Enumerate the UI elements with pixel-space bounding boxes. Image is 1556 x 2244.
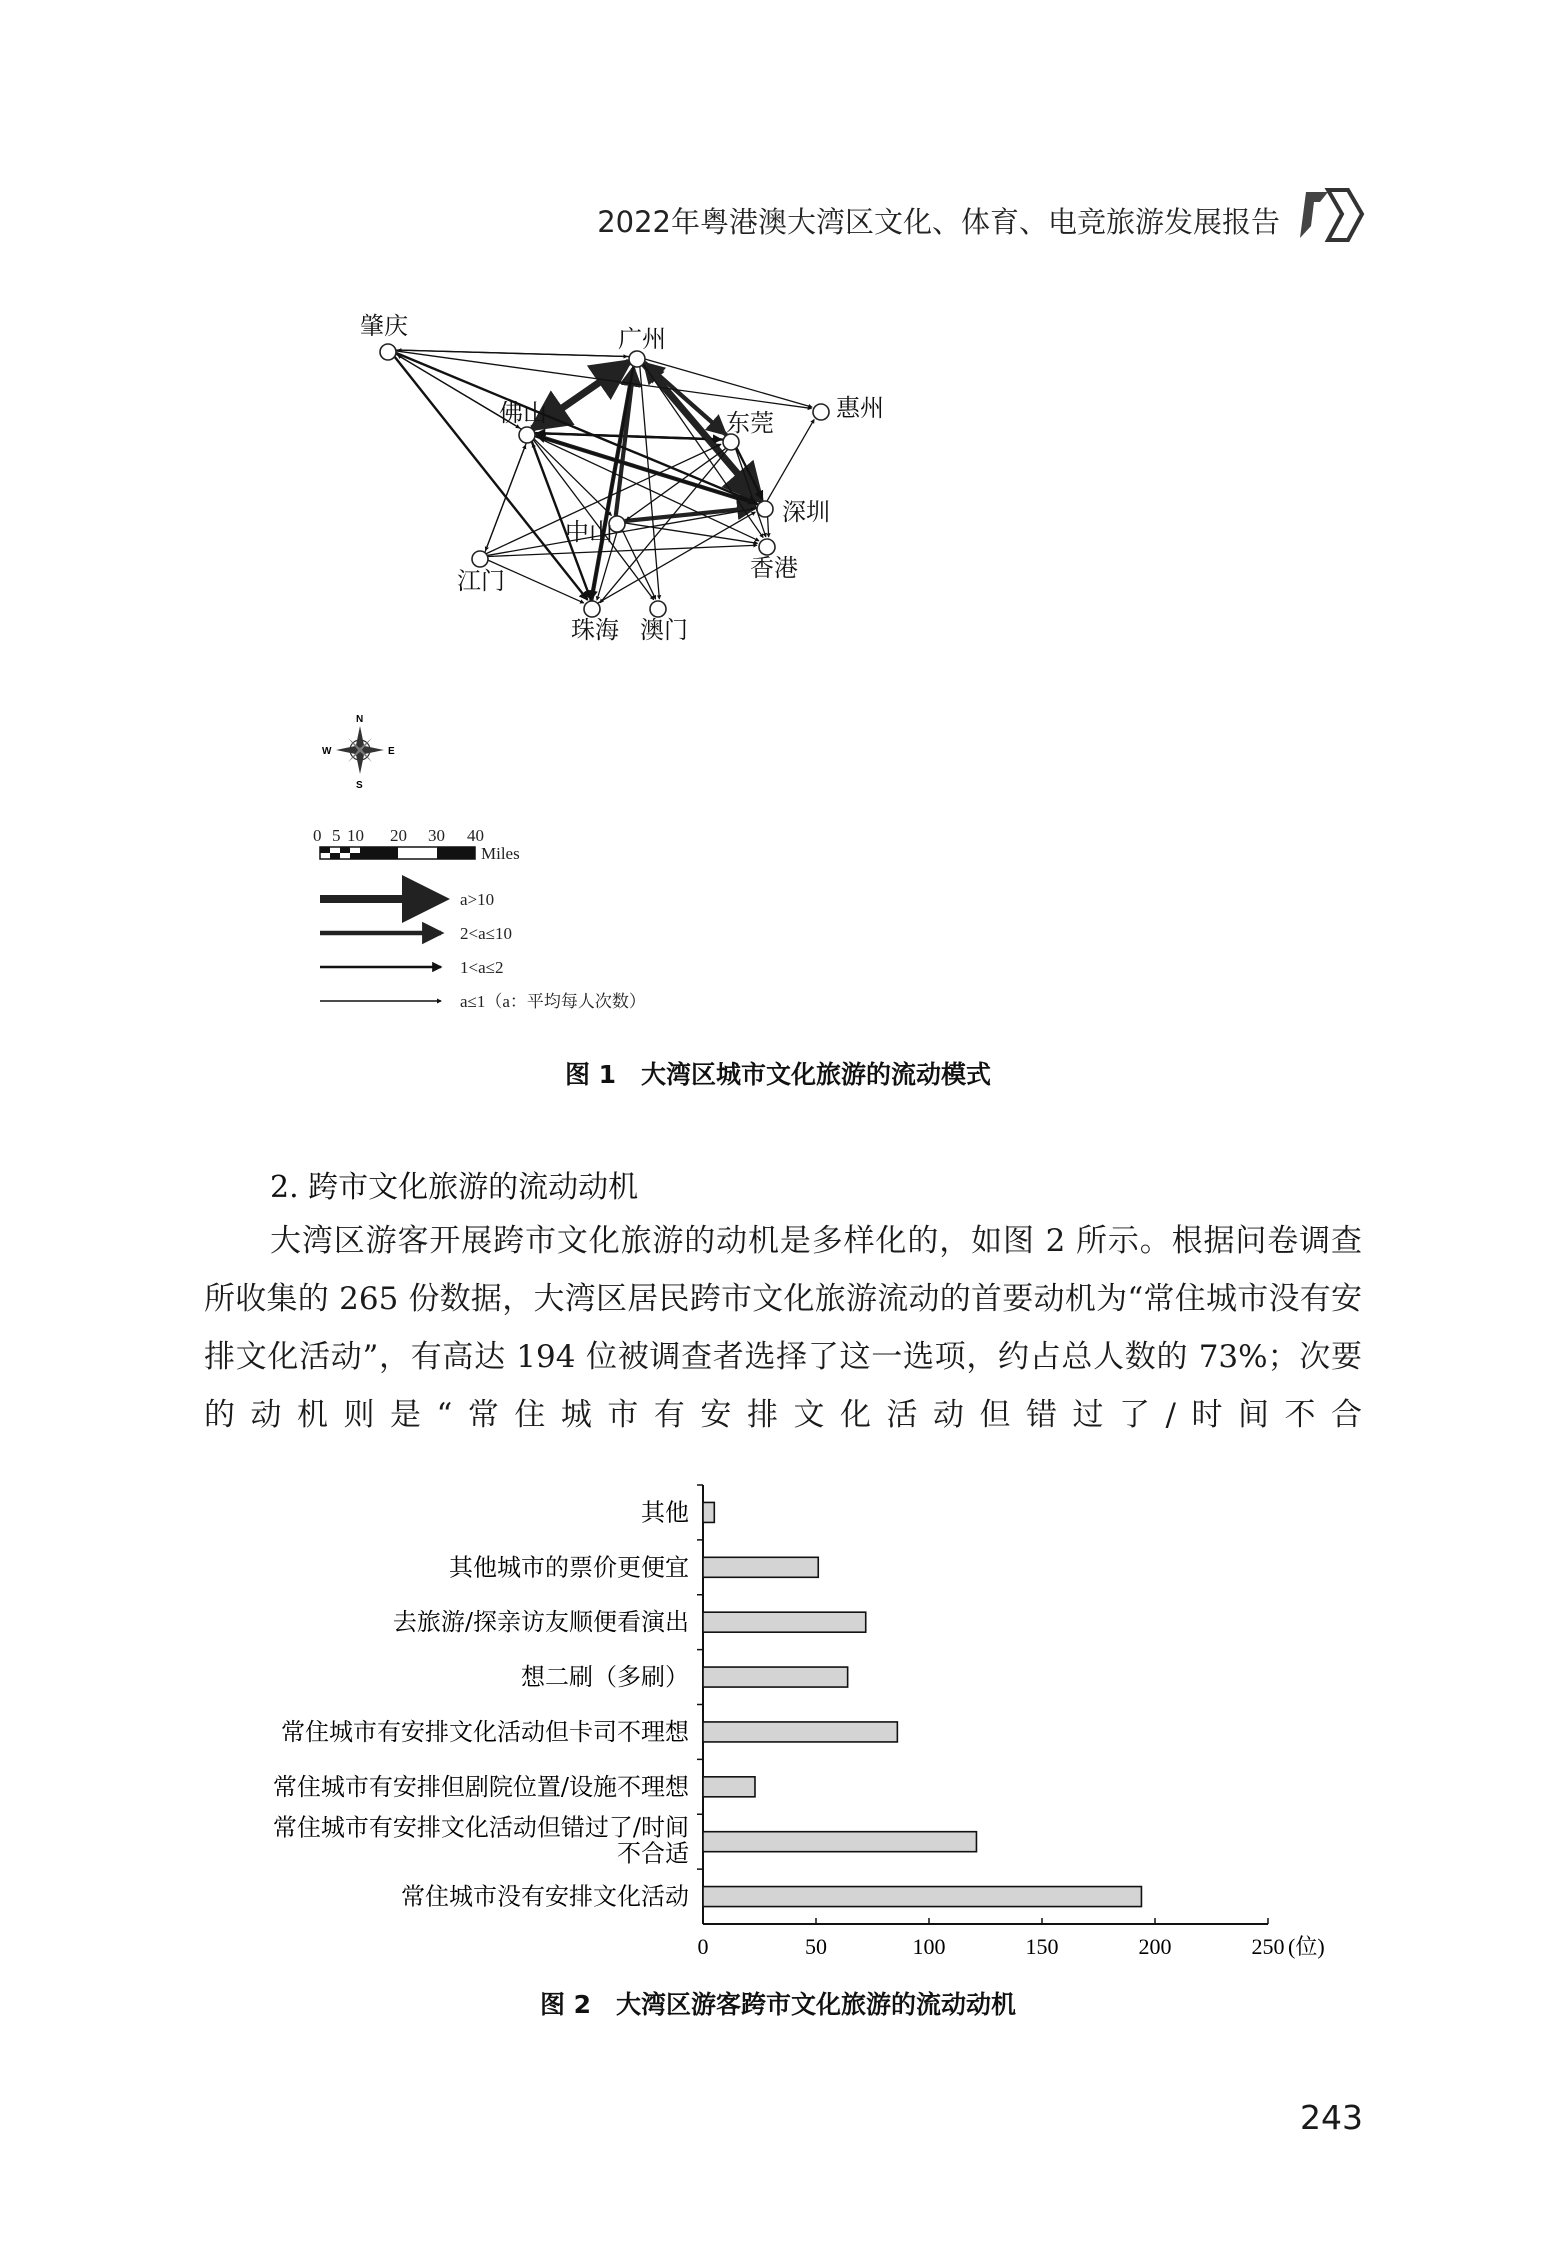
chapter-mark-icon <box>1298 186 1364 244</box>
scale-tick: 10 <box>347 826 364 845</box>
scale-tick: 5 <box>332 826 341 845</box>
flow-arrow-jiangmen-to-shenzhen <box>487 509 754 556</box>
section-heading: 2. 跨市文化旅游的流动动机 <box>270 1170 639 1205</box>
flow-arrow-jiangmen-to-hongkong <box>488 545 757 556</box>
flow-arrow-guangzhou-to-macau <box>640 367 659 599</box>
compass-e: E <box>388 746 395 757</box>
bar-4 <box>703 1722 897 1742</box>
x-tick-label: 150 <box>1025 1934 1059 1959</box>
city-label-guangzhou: 广州 <box>618 325 666 353</box>
legend-label: a>10 <box>460 890 495 909</box>
category-label: 常住城市有安排但剧院位置/设施不理想 <box>272 1772 689 1801</box>
flow-arrow-zhongshan-to-shenzhen <box>625 508 755 521</box>
x-tick-label: 100 <box>912 1934 946 1959</box>
scale-unit: Miles <box>481 844 520 863</box>
legend-item-level-3 <box>320 924 512 943</box>
figure-1-caption: 图 1 大湾区城市文化旅游的流动模式 <box>564 1060 992 1089</box>
scale-tick: 20 <box>390 826 407 845</box>
flow-arrow-dongguan-to-hongkong <box>736 449 766 537</box>
city-label-hongkong: 香港 <box>750 554 798 582</box>
legend-item-level-1 <box>320 992 646 1011</box>
legend-label: a≤1（a：平均每人次数） <box>460 992 646 1011</box>
bar-3 <box>703 1667 848 1687</box>
bar-6 <box>703 1832 976 1852</box>
city-label-zhuhai: 珠海 <box>571 616 619 644</box>
running-head-title: 2022年粤港澳大湾区文化、体育、电竞旅游发展报告 <box>597 205 1280 239</box>
x-tick-label: 250 <box>1251 1934 1285 1959</box>
city-label-jiangmen: 江门 <box>457 567 505 595</box>
bar-2 <box>703 1612 866 1632</box>
category-label: 去旅游/探亲访友顺便看演出 <box>392 1608 689 1637</box>
bar-7 <box>703 1887 1141 1907</box>
category-label: 其他城市的票价更便宜 <box>449 1553 689 1582</box>
scale-bar <box>313 826 520 863</box>
scale-tick: 0 <box>313 826 322 845</box>
flow-arrow-jiangmen-to-foshan <box>485 445 526 552</box>
city-label-huizhou: 惠州 <box>836 394 884 422</box>
scale-tick: 40 <box>467 826 484 845</box>
compass-s: S <box>356 780 363 791</box>
map-legend-panel <box>310 714 730 1022</box>
city-node-jiangmen <box>472 551 488 567</box>
bar-1 <box>703 1557 818 1577</box>
legend-label: 1<a≤2 <box>460 958 504 977</box>
body-paragraph: 大湾区游客开展跨市文化旅游的动机是多样化的，如图 2 所示。根据问卷调查所收集的 265 份数据，大湾区居民跨市文化旅游流动的首要动机为“常住城市没有安排文化活动”，有高达 194 位被调查者选择了这一选项，约占总人数的 73%；次要的动机则是“常住城市有安排文化活动但错过了/时间不合 <box>204 1223 1362 1433</box>
city-label-dongguan: 东莞 <box>726 409 774 437</box>
category-label: 其他 <box>641 1498 689 1527</box>
city-label-foshan: 佛山 <box>499 399 547 427</box>
flow-arrow-shenzhen-to-huizhou <box>767 420 814 501</box>
city-label-macau: 澳门 <box>640 616 688 644</box>
bar-0 <box>703 1502 714 1522</box>
flow-arrow-dongguan-to-guangzhou <box>646 364 727 435</box>
compass-w: W <box>322 746 332 757</box>
city-node-hongkong <box>759 539 775 555</box>
legend-item-level-4 <box>320 890 494 909</box>
scale-tick: 30 <box>428 826 445 845</box>
category-label: 常住城市有安排文化活动但卡司不理想 <box>281 1717 689 1746</box>
category-label: 常住城市没有安排文化活动 <box>401 1882 689 1911</box>
city-node-macau <box>650 601 666 617</box>
body-paragraph-block <box>204 1212 1362 1444</box>
x-axis-unit-label: (位) <box>1288 1934 1325 1959</box>
figure-2-caption: 图 2 大湾区游客跨市文化旅游的流动动机 <box>539 1990 1017 2019</box>
page-number: 243 <box>1300 2098 1363 2137</box>
city-node-zhuhai <box>584 601 600 617</box>
city-label-zhongshan: 中山 <box>565 518 613 546</box>
x-tick-label: 200 <box>1138 1934 1172 1959</box>
bar-5 <box>703 1777 755 1797</box>
flow-network-figure <box>300 300 1300 800</box>
category-label: 常住城市有安排文化活动但错过了/时间不合适 <box>272 1813 689 1868</box>
compass-n: N <box>356 714 364 725</box>
city-label-shenzhen: 深圳 <box>782 498 830 526</box>
city-node-zhaoqing <box>380 344 396 360</box>
x-tick-label: 50 <box>805 1934 827 1959</box>
city-label-zhaoqing: 肇庆 <box>360 312 408 340</box>
legend-item-level-2 <box>320 958 503 977</box>
flow-arrow-zhongshan-to-hongkong <box>625 523 757 543</box>
legend-label: 2<a≤10 <box>460 924 512 943</box>
city-node-foshan <box>519 427 535 443</box>
x-tick-label: 0 <box>697 1934 709 1959</box>
city-node-huizhou <box>813 404 829 420</box>
flow-arrow-shenzhen-to-hongkong <box>768 517 769 537</box>
category-label: 想二刷（多刷） <box>521 1663 689 1692</box>
city-node-guangzhou <box>629 351 645 367</box>
city-node-shenzhen <box>757 501 773 517</box>
motivation-bar-chart <box>200 1475 1360 1975</box>
